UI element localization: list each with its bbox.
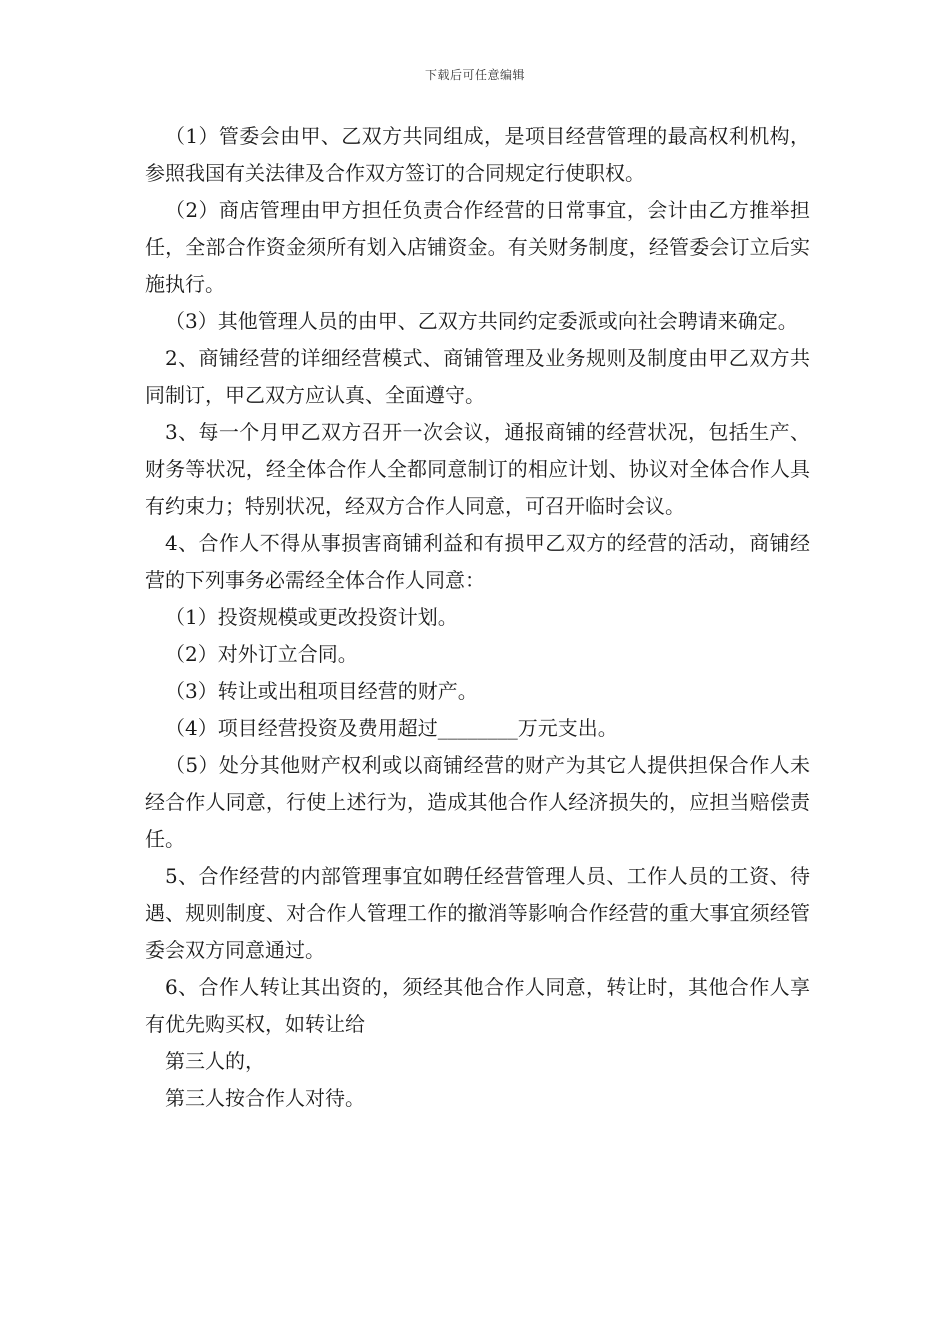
clause-2: 2、商铺经营的详细经营模式、商铺管理及业务规则及制度由甲乙双方共同制订，甲乙双方应认真、全面遵守。: [145, 346, 810, 407]
clause-1-3: （3）其他管理人员的由甲、乙双方共同约定委派或向社会聘请来确定。: [165, 309, 798, 333]
clause-6-cont-1: 第三人的，: [165, 1049, 265, 1073]
clause-6: 6、合作人转让其出资的，须经其他合作人同意，转让时，其他合作人享有优先购买权，如转让给: [145, 975, 810, 1036]
clause-5: 5、合作经营的内部管理事宜如聘任经营管理人员、工作人员的工资、待遇、规则制度、对合作人管理工作的撤消等影响合作经营的重大事宜须经管委会双方同意通过。: [145, 864, 810, 962]
clause-4-2: （2）对外订立合同。: [165, 642, 358, 666]
clause-4-5: （5）处分其他财产权利或以商铺经营的财产为其它人提供担保合作人未经合作人同意，行使上述行为，造成其他合作人经济损失的，应担当赔偿责任。: [145, 753, 810, 851]
clause-4-4: （4）项目经营投资及费用超过________万元支出。: [165, 716, 618, 740]
clause-4-1: （1）投资规模或更改投资计划。: [165, 605, 458, 629]
document-body: [145, 118, 810, 1117]
clause-1-2: （2）商店管理由甲方担任负责合作经营的日常事宜，会计由乙方推举担任，全部合作资金须所有划入店铺资金。有关财务制度，经管委会订立后实施执行。: [145, 198, 810, 296]
clause-4-3: （3）转让或出租项目经营的财产。: [165, 679, 478, 703]
clause-3: 3、每一个月甲乙双方召开一次会议，通报商铺的经营状况，包括生产、财务等状况，经全体合作人全都同意制订的相应计划、协议对全体合作人具有约束力；特别状况，经双方合作人同意，可召开临时会议。: [145, 420, 810, 518]
clause-6-cont-2: 第三人按合作人对待。: [165, 1086, 365, 1110]
clause-1-1: （1）管委会由甲、乙双方共同组成，是项目经营管理的最高权利机构，参照我国有关法律及合作双方签订的合同规定行使职权。: [145, 124, 810, 185]
clause-4: 4、合作人不得从事损害商铺利益和有损甲乙双方的经营的活动，商铺经营的下列事务必需经全体合作人同意：: [145, 531, 810, 592]
page-header: 下载后可任意编辑: [424, 68, 525, 82]
